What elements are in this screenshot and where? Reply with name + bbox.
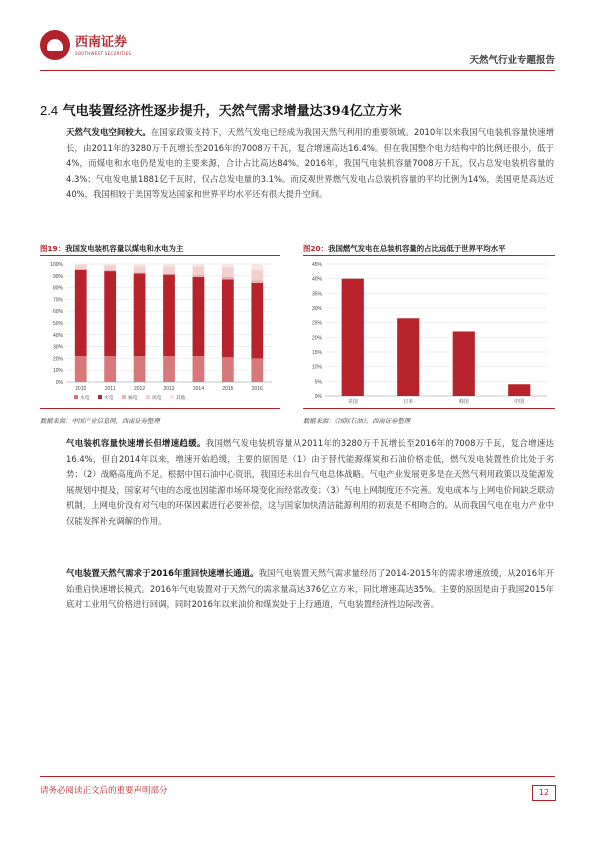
- footer-disclaimer: 请务必阅读正文后的重要声明部分: [40, 786, 168, 796]
- bar-segment: [75, 356, 87, 382]
- bar-segment: [104, 270, 116, 271]
- legend-label: 风电: [152, 396, 162, 401]
- bar-segment: [193, 266, 205, 274]
- figure19-title-rule: [40, 255, 280, 256]
- y-tick-label: 30%: [52, 344, 63, 351]
- bar-segment: [104, 356, 116, 382]
- bar-segment: [193, 264, 205, 266]
- legend-label: 火电: [104, 396, 114, 401]
- y-tick-label: 20%: [52, 356, 63, 363]
- legend-label: 核电: [128, 396, 138, 401]
- y-tick-label: 5%: [314, 379, 322, 386]
- legend-label: 其他: [176, 396, 186, 401]
- figure20-label: 图20：: [303, 244, 329, 253]
- legend-swatch: [146, 395, 150, 399]
- bar: [397, 318, 419, 396]
- bar-segment: [251, 358, 263, 382]
- y-tick-label: 50%: [52, 321, 63, 327]
- footer-divider: [40, 776, 555, 777]
- y-tick-label: 10%: [311, 364, 322, 371]
- bar-segment: [193, 277, 205, 356]
- x-tick-label: 2010: [75, 386, 87, 392]
- bar-segment: [163, 264, 175, 266]
- bar-segment: [251, 264, 263, 270]
- page-number: 12: [532, 785, 556, 801]
- bar: [342, 279, 364, 396]
- bar-segment: [134, 273, 146, 356]
- figure20-title: [303, 243, 505, 254]
- figure19-label: 图19：: [40, 244, 66, 253]
- section-title: [40, 100, 560, 119]
- y-tick-label: 80%: [52, 285, 63, 292]
- bar-segment: [163, 273, 175, 274]
- bar-segment: [163, 356, 175, 382]
- logo-en-text: SOUTHWEST SECURITIES: [75, 50, 132, 56]
- bar-segment: [163, 275, 175, 356]
- bar-segment: [222, 357, 234, 382]
- report-title: 天然气行业专题报告: [469, 55, 555, 66]
- figure20-bar-chart: [303, 258, 555, 404]
- bar-segment: [193, 356, 205, 382]
- bar-segment: [134, 356, 146, 382]
- paragraph-lead: 气电装机容量快速增长但增速趋缓。: [66, 438, 206, 448]
- bar-segment: [134, 272, 146, 273]
- y-tick-label: 0%: [314, 394, 322, 400]
- bar-segment: [134, 264, 146, 266]
- legend-swatch: [74, 395, 78, 399]
- x-tick-label: 2011: [104, 386, 116, 392]
- logo-cn-text: 西南证券: [75, 34, 128, 50]
- y-tick-label: 25%: [311, 320, 322, 327]
- legend-swatch: [122, 395, 126, 399]
- page-header: [40, 30, 555, 72]
- bar-segment: [134, 266, 146, 272]
- y-tick-label: 20%: [311, 335, 322, 342]
- bar-segment: [75, 265, 87, 269]
- x-tick-label: 2013: [163, 386, 175, 392]
- y-tick-label: 60%: [52, 309, 63, 316]
- header-divider: [40, 70, 555, 71]
- figure20-title-text: 我国燃气发电在总装机容量的占比远低于世界平均水平: [328, 244, 506, 253]
- legend-label: 水电: [80, 396, 90, 401]
- company-logo: [40, 30, 131, 60]
- paragraph-gas-demand: [66, 566, 554, 613]
- paragraph-lead: 天然气发电空间较大。: [66, 127, 151, 137]
- bar-segment: [222, 268, 234, 277]
- y-tick-label: 35%: [311, 291, 322, 298]
- section-title-text: 气电装置经济性逐步提升，天然气需求增量达394亿立方米: [62, 104, 402, 119]
- bar-segment: [75, 264, 87, 265]
- y-tick-label: 15%: [311, 350, 322, 356]
- bar-segment: [104, 265, 116, 270]
- paragraph-body: 我国燃气发电装机容量从2011年的3280万千瓦增长至2016年的7008万千瓦，复合增速达16.4%，但自2014年以来，增速开始趋缓，主要的原因是（1）由于替代能源煤炭和石油价格走低，燃气发电装置性价比处于劣势；（2）战略高度尚不足。根据中国石油中心资讯，我国还未出台气电总体战略。气电产业发展更多是在天然气利用政策以及能源发展规划中提及，国家对气电的态度也因能源市场环境变化而经常改变；（3）气电上网制度还不完善。发电成本与上网电价间缺乏联动机制，上网电价没有对气电的环保因素进行必要补偿，这与国家加快清洁能源利用的初衷是不相吻合的。从而我国气电在电力产业中仅能发挥补充调解的作用。: [66, 438, 554, 526]
- y-tick-label: 10%: [52, 368, 63, 375]
- x-tick-label: 日本: [403, 399, 414, 404]
- bar-segment: [222, 279, 234, 357]
- figure19-stacked-bar-chart: [40, 258, 280, 404]
- bar: [453, 331, 475, 396]
- bar-segment: [222, 264, 234, 268]
- paragraph-body: 我国气电装置天然气需求量经历了2014-2015年的需求增速放缓，从2016年开始重启快速增长模式。2016年气电装置对于天然气的需求量高达376亿立方米，同比增速高达35%。主要的原因是由于我国2015年底对工业用气价格进行回调，同时2016年以来油价和煤炭处于上行通道，气电装置经济性边际改善。: [66, 568, 554, 610]
- paragraph-gas-power-space: [66, 125, 554, 203]
- x-tick-label: 美国: [347, 399, 358, 404]
- x-tick-label: 2015: [222, 386, 234, 392]
- figure20-source: 数据来源：《国际石油》，西南证券整理: [303, 418, 411, 425]
- y-tick-label: 100%: [50, 262, 63, 268]
- bar-segment: [251, 283, 263, 359]
- figure19-title: [40, 243, 183, 254]
- bar-segment: [104, 264, 116, 265]
- bar-segment: [75, 269, 87, 270]
- y-tick-label: 30%: [311, 306, 322, 312]
- y-tick-label: 90%: [52, 273, 63, 280]
- paragraph-lead: 气电装置天然气需求于2016年重回快速增长通道。: [66, 568, 259, 578]
- y-tick-label: 0%: [55, 380, 63, 386]
- figure19-bottom-rule: [40, 408, 280, 409]
- y-tick-label: 40%: [52, 332, 63, 339]
- bar-segment: [251, 270, 263, 281]
- y-tick-label: 70%: [52, 297, 63, 304]
- legend-swatch: [98, 395, 102, 399]
- x-tick-label: 2012: [134, 386, 146, 392]
- bar-segment: [163, 266, 175, 273]
- logo-mark-icon: [40, 30, 70, 60]
- paragraph-body: 在国家政策支持下，天然气发电已经成为我国天然气利用的重要领域。2010年以来我国气电装机容量快速增长，由2011年的3280万千瓦增长至2016年的7008万千瓦，复合增速高达16.4%。但在我国整个电力结构中的比例还很小，低于4%，而煤电和水电仍是发电的主要来源，合计占比高达84%。2016年，我国气电装机容量7008万千瓦，仅占总发电装机容量的4.3%；气电发电量1881亿千瓦时，仅占总发电量的3.1%。而反观世界燃气发电占总装机容量的平均比例为14%，美国更是高达近40%，我国相较于美国等发达国家和世界平均水平还有很大提升空间。: [66, 127, 555, 200]
- bar-segment: [251, 281, 263, 283]
- bar-segment: [104, 271, 116, 356]
- figure19-source: 数据来源：中国产业信息网，西南证券整理: [40, 418, 160, 425]
- legend-swatch: [170, 395, 174, 399]
- bar: [508, 384, 530, 396]
- y-tick-label: 40%: [311, 276, 322, 283]
- bar-segment: [222, 277, 234, 279]
- figure19-title-text: 我国发电装机容量以煤电和水电为主: [65, 244, 184, 253]
- x-tick-label: 2016: [251, 386, 263, 392]
- bar-segment: [75, 270, 87, 356]
- figure20-bottom-rule: [303, 408, 555, 409]
- y-tick-label: 45%: [311, 262, 322, 268]
- x-tick-label: 韩国: [458, 399, 469, 404]
- x-tick-label: 中国: [514, 399, 525, 404]
- paragraph-capacity-growth: [66, 436, 554, 530]
- figure20-title-rule: [303, 255, 555, 256]
- x-tick-label: 2014: [192, 386, 204, 392]
- section-number: 2.4: [40, 103, 59, 118]
- bar-segment: [193, 275, 205, 277]
